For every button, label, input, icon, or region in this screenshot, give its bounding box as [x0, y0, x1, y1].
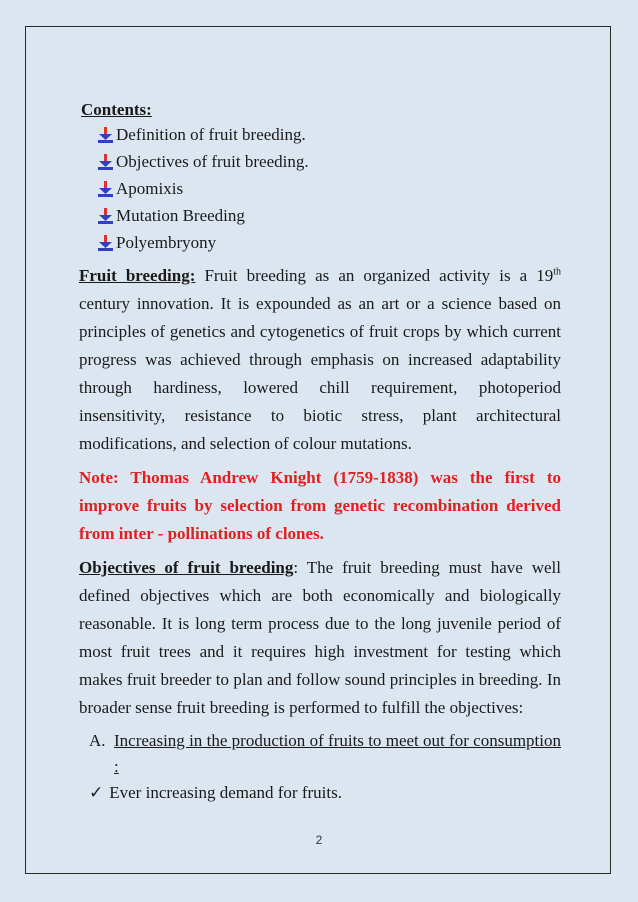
- paragraph-text: Fruit breeding as an organized activity is a 19: [195, 266, 554, 285]
- list-item: [96, 229, 561, 256]
- paragraph-text: century innovation. It is expounded as an art or a science based on principles of genetics and cytogenetics of fruit crops by which current progress was achieved through emphasis on increased adaptability through hardiness, lowered chill requirement, photoperiod insensitivity, resistance to biotic stress, plant architectural modifications, and selection of colour mutations.: [79, 294, 561, 453]
- contents-item-label: Definition of fruit breeding.: [116, 125, 306, 144]
- superscript: th: [553, 266, 561, 278]
- arrow-bullet-icon: [96, 126, 116, 144]
- contents-item-label: Objectives of fruit breeding.: [116, 152, 309, 171]
- contents-item-label: Apomixis: [116, 179, 184, 198]
- check-mark-icon: ✓: [89, 783, 104, 802]
- note-paragraph: Note: Thomas Andrew Knight (1759-1838) was the first to improve fruits by selection from genetic recombination derived from inter - pollinations of clones.: [79, 468, 561, 543]
- paragraph-text: : The fruit breeding must have well defined objectives which are both economically and biologically reasonable. It is long term process due to the long juvenile period of most fruit trees and it requires high investment for testing which makes fruit breeder to plan and follow sound principles in breeding. In broader sense fruit breeding is performed to fulfill the objectives:: [79, 558, 561, 717]
- fruit-breeding-paragraph: [79, 262, 561, 458]
- objectives-paragraph: [79, 554, 561, 722]
- list-item: [96, 121, 561, 148]
- contents-list: [79, 121, 561, 256]
- arrow-bullet-icon: [96, 234, 116, 252]
- objectives-heading: Objectives of fruit breeding: [79, 558, 294, 577]
- fruit-breeding-heading: Fruit breeding:: [79, 266, 196, 285]
- list-item: [89, 728, 561, 780]
- document-body: [79, 99, 561, 806]
- objectives-list: [79, 728, 561, 780]
- list-item: [96, 148, 561, 175]
- list-item: [96, 202, 561, 229]
- arrow-bullet-icon: [96, 153, 116, 171]
- page-number: 2: [315, 833, 323, 847]
- list-marker: A.: [89, 731, 106, 750]
- arrow-bullet-icon: [96, 207, 116, 225]
- arrow-bullet-icon: [96, 180, 116, 198]
- objective-a-text: Increasing in the production of fruits to meet out for consumption :: [114, 731, 561, 776]
- check-item-text: Ever increasing demand for fruits.: [109, 783, 342, 802]
- contents-heading: Contents:: [81, 100, 152, 119]
- check-list-item: [89, 780, 561, 806]
- contents-item-label: Mutation Breeding: [116, 206, 245, 225]
- contents-item-label: Polyembryony: [116, 233, 217, 252]
- list-item: [96, 175, 561, 202]
